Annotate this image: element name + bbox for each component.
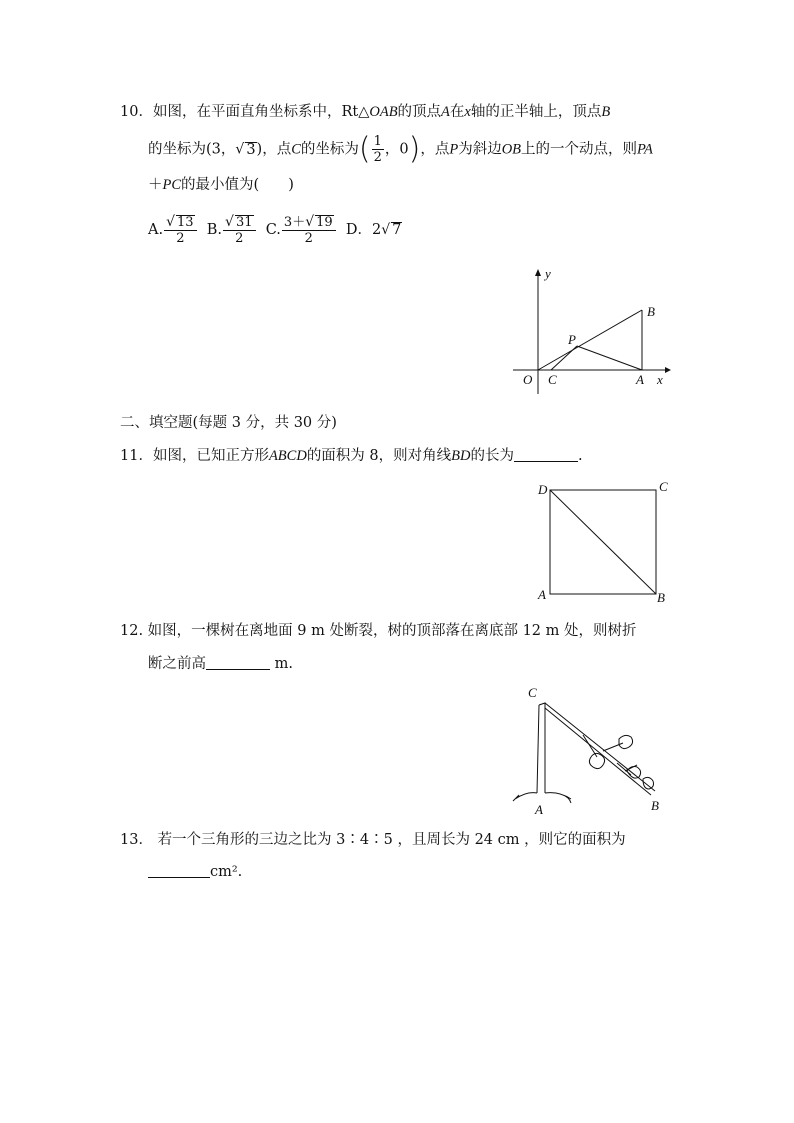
q12-tree-figure <box>505 683 675 818</box>
q12-number: 12. <box>120 623 144 639</box>
option-c: C. $\frac{3+√ 19}{2}$ <box>266 222 337 238</box>
label-A: A <box>538 587 546 602</box>
sqrt-3: 3 <box>246 141 256 158</box>
q11-answer-blank[interactable] <box>514 447 578 462</box>
q10-line-3: ＋PC的最小值为( ) <box>148 177 294 193</box>
q13-answer-blank[interactable] <box>148 863 210 878</box>
option-b: B. $\frac{√ 31}{2}$ <box>207 222 257 238</box>
tree-trunk <box>537 705 545 793</box>
label-C: C <box>659 479 668 494</box>
q13-line-2: cm². <box>148 862 242 882</box>
label-B: B <box>651 798 659 813</box>
label-O: O <box>523 372 533 387</box>
segment-PA <box>577 346 642 370</box>
label-B: B <box>647 304 655 319</box>
q12-line-2: 断之前高 m. <box>148 656 293 672</box>
leaf-cluster-icon <box>619 735 633 748</box>
fallen-trunk <box>545 703 655 795</box>
leaf-cluster-icon <box>589 753 604 768</box>
option-a: A. $\frac{√ 13}{2}$ <box>148 222 198 238</box>
q11-square-figure <box>535 478 675 608</box>
label-C: C <box>548 372 557 387</box>
option-d: D．2√ 7 <box>345 222 402 238</box>
y-axis-arrow-icon <box>535 269 541 276</box>
q13-line-1: 13． 若一个三角形的三边之比为 3∶4∶5 ，且周长为 24 cm ，则它的面积为 <box>120 832 626 848</box>
q10-line-2: 的坐标为(3，√ 3)，点C的坐标为( $\frac{1}{2}$ ，0)，点P为斜边OB上的一个动点，则PA <box>148 131 653 167</box>
q12-answer-blank[interactable] <box>206 655 270 670</box>
q10-coordinate-figure <box>505 262 675 397</box>
label-P: P <box>568 332 576 347</box>
q13-number: 13． <box>120 832 153 848</box>
segment-PC <box>551 346 577 370</box>
label-C: C <box>528 685 537 700</box>
label-B: B <box>657 590 665 605</box>
break-point <box>539 703 545 707</box>
q10-line-1: 10．如图，在平面直角坐标系中，Rt△OAB的顶点A在x轴的正半轴上，顶点B <box>120 104 611 120</box>
q11-line: 11．如图，已知正方形ABCD的面积为 8，则对角线BD的长为 . <box>120 448 583 464</box>
section-heading: 二、填空题(每题 3 分，共 30 分) <box>120 415 337 431</box>
label-x: x <box>657 372 663 387</box>
label-D: D <box>538 482 548 497</box>
q10-number: 10． <box>120 104 153 120</box>
fraction-one-half: $\frac{1}{2}$ <box>373 134 382 165</box>
q10-options <box>148 212 402 248</box>
diagonal-BD <box>550 490 656 594</box>
q12-line-1: 12. 如图，一棵树在离地面 9 m 处断裂，树的顶部落在离底部 12 m 处，则树折 <box>120 623 637 639</box>
segment-OB <box>538 310 642 370</box>
q11-number: 11． <box>120 448 153 464</box>
label-A: A <box>636 372 644 387</box>
x-axis-arrow-icon <box>665 367 671 373</box>
label-y: y <box>545 266 551 281</box>
label-A: A <box>535 802 543 817</box>
